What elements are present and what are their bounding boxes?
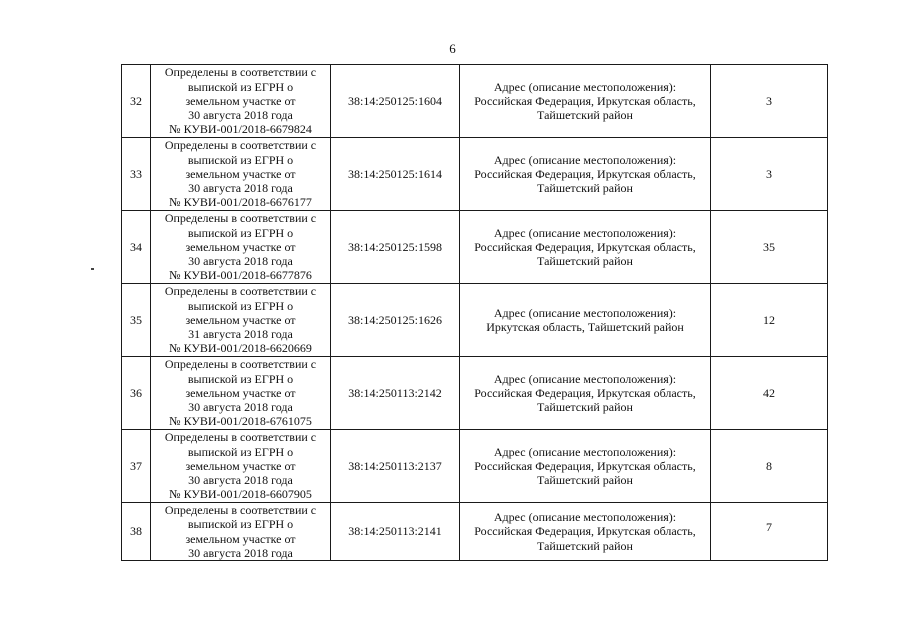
basis-line: № КУВИ-001/2018-6677876 bbox=[169, 268, 312, 283]
address-line: Тайшетский район bbox=[537, 473, 633, 488]
address-cell bbox=[460, 357, 711, 430]
address-cell bbox=[460, 65, 711, 138]
address-line: Тайшетский район bbox=[537, 400, 633, 415]
basis-cell bbox=[151, 284, 331, 357]
table-row bbox=[122, 503, 828, 561]
cadastral-number-cell: 38:14:250125:1614 bbox=[331, 138, 460, 211]
basis-line: выпиской из ЕГРН о bbox=[187, 225, 294, 240]
row-number-cell: 38 bbox=[122, 503, 151, 561]
address-line: Адрес (описание местоположения): bbox=[493, 305, 677, 320]
table-row bbox=[122, 430, 828, 503]
cadastral-number-cell: 38:14:250113:2142 bbox=[331, 357, 460, 430]
address-line: Адрес (описание местоположения): bbox=[493, 79, 677, 94]
land-plots-table bbox=[121, 64, 828, 561]
address-line: Российская Федерация, Иркутская область, bbox=[474, 239, 696, 254]
address-line: Адрес (описание местоположения): bbox=[493, 225, 677, 240]
cadastral-number-cell: 38:14:250125:1626 bbox=[331, 284, 460, 357]
basis-cell bbox=[151, 65, 331, 138]
basis-line: выпиской из ЕГРН о bbox=[187, 152, 294, 167]
basis-line: земельном участке от bbox=[185, 312, 296, 327]
row-number-cell: 32 bbox=[122, 65, 151, 138]
address-line: Российская Федерация, Иркутская область, bbox=[474, 524, 696, 539]
basis-line: Определены в соответствии с bbox=[164, 357, 317, 372]
address-cell bbox=[460, 430, 711, 503]
basis-line: № КУВИ-001/2018-6607905 bbox=[169, 487, 312, 502]
table-row bbox=[122, 284, 828, 357]
cadastral-number-cell: 38:14:250113:2141 bbox=[331, 503, 460, 561]
basis-cell bbox=[151, 503, 331, 561]
table-body bbox=[122, 65, 828, 561]
basis-line: 31 августа 2018 года bbox=[188, 327, 293, 342]
basis-line: 30 августа 2018 года bbox=[188, 473, 293, 488]
basis-line: земельном участке от bbox=[185, 385, 296, 400]
basis-line: Определены в соответствии с bbox=[164, 430, 317, 445]
area-cell: 7 bbox=[711, 503, 828, 561]
address-line: Иркутская область, Тайшетский район bbox=[486, 320, 684, 334]
basis-line: Определены в соответствии с bbox=[164, 284, 317, 299]
basis-line: земельном участке от bbox=[185, 239, 296, 254]
table-row bbox=[122, 357, 828, 430]
area-cell: 35 bbox=[711, 211, 828, 284]
page-number: 6 bbox=[449, 41, 456, 56]
row-number-cell: 35 bbox=[122, 284, 151, 357]
area-cell: 3 bbox=[711, 65, 828, 138]
area-cell: 42 bbox=[711, 357, 828, 430]
address-line: Тайшетский район bbox=[537, 181, 633, 196]
row-number-cell: 37 bbox=[122, 430, 151, 503]
basis-line: выпиской из ЕГРН о bbox=[187, 298, 294, 313]
row-number-cell: 33 bbox=[122, 138, 151, 211]
address-line: Российская Федерация, Иркутская область, bbox=[474, 385, 696, 400]
basis-line: земельном участке от bbox=[185, 531, 296, 546]
basis-cell bbox=[151, 430, 331, 503]
address-line: Российская Федерация, Иркутская область, bbox=[474, 458, 696, 473]
basis-line: земельном участке от bbox=[185, 166, 296, 181]
basis-line: выпиской из ЕГРН о bbox=[187, 517, 294, 532]
basis-cell bbox=[151, 138, 331, 211]
area-cell: 8 bbox=[711, 430, 828, 503]
basis-line: 30 августа 2018 года bbox=[188, 400, 293, 415]
address-line: Тайшетский район bbox=[537, 108, 633, 123]
cadastral-number-cell: 38:14:250113:2137 bbox=[331, 430, 460, 503]
basis-line: 30 августа 2018 года bbox=[188, 181, 293, 196]
basis-line: № КУВИ-001/2018-6676177 bbox=[169, 195, 312, 210]
address-line: Тайшетский район bbox=[537, 254, 633, 269]
area-cell: 12 bbox=[711, 284, 828, 357]
area-cell: 3 bbox=[711, 138, 828, 211]
address-cell bbox=[460, 138, 711, 211]
basis-line: Определены в соответствии с bbox=[164, 138, 317, 153]
basis-line: земельном участке от bbox=[185, 458, 296, 473]
address-line: Тайшетский район bbox=[537, 538, 633, 553]
basis-line: № КУВИ-001/2018-6620669 bbox=[169, 341, 312, 356]
table-row bbox=[122, 211, 828, 284]
cadastral-number-cell: 38:14:250125:1598 bbox=[331, 211, 460, 284]
address-line: Российская Федерация, Иркутская область, bbox=[474, 166, 696, 181]
address-line: Адрес (описание местоположения): bbox=[493, 371, 677, 386]
basis-line: № КУВИ-001/2018-6679824 bbox=[169, 122, 312, 137]
basis-line: Определены в соответствии с bbox=[164, 503, 317, 518]
basis-line: выпиской из ЕГРН о bbox=[187, 444, 294, 459]
table-row bbox=[122, 138, 828, 211]
basis-line: № КУВИ-001/2018-6761075 bbox=[169, 414, 312, 429]
row-number-cell: 34 bbox=[122, 211, 151, 284]
basis-cell bbox=[151, 357, 331, 430]
scan-edge-mark bbox=[91, 268, 94, 270]
address-cell bbox=[460, 211, 711, 284]
address-cell bbox=[460, 284, 711, 357]
basis-line: 30 августа 2018 года bbox=[188, 108, 293, 123]
basis-line: выпиской из ЕГРН о bbox=[187, 79, 294, 94]
basis-line: земельном участке от bbox=[185, 93, 296, 108]
row-number-cell: 36 bbox=[122, 357, 151, 430]
basis-line: 30 августа 2018 года bbox=[188, 254, 293, 269]
address-line: Адрес (описание местоположения): bbox=[493, 152, 677, 167]
cadastral-number-cell: 38:14:250125:1604 bbox=[331, 65, 460, 138]
basis-line: Определены в соответствии с bbox=[164, 65, 317, 80]
basis-cell bbox=[151, 211, 331, 284]
table-row bbox=[122, 65, 828, 138]
address-line: Российская Федерация, Иркутская область, bbox=[474, 93, 696, 108]
address-line: Адрес (описание местоположения): bbox=[493, 444, 677, 459]
basis-line: 30 августа 2018 года bbox=[188, 545, 293, 560]
basis-line: Определены в соответствии с bbox=[164, 211, 317, 226]
address-line: Адрес (описание местоположения): bbox=[493, 510, 677, 525]
basis-line: выпиской из ЕГРН о bbox=[187, 371, 294, 386]
address-cell bbox=[460, 503, 711, 561]
